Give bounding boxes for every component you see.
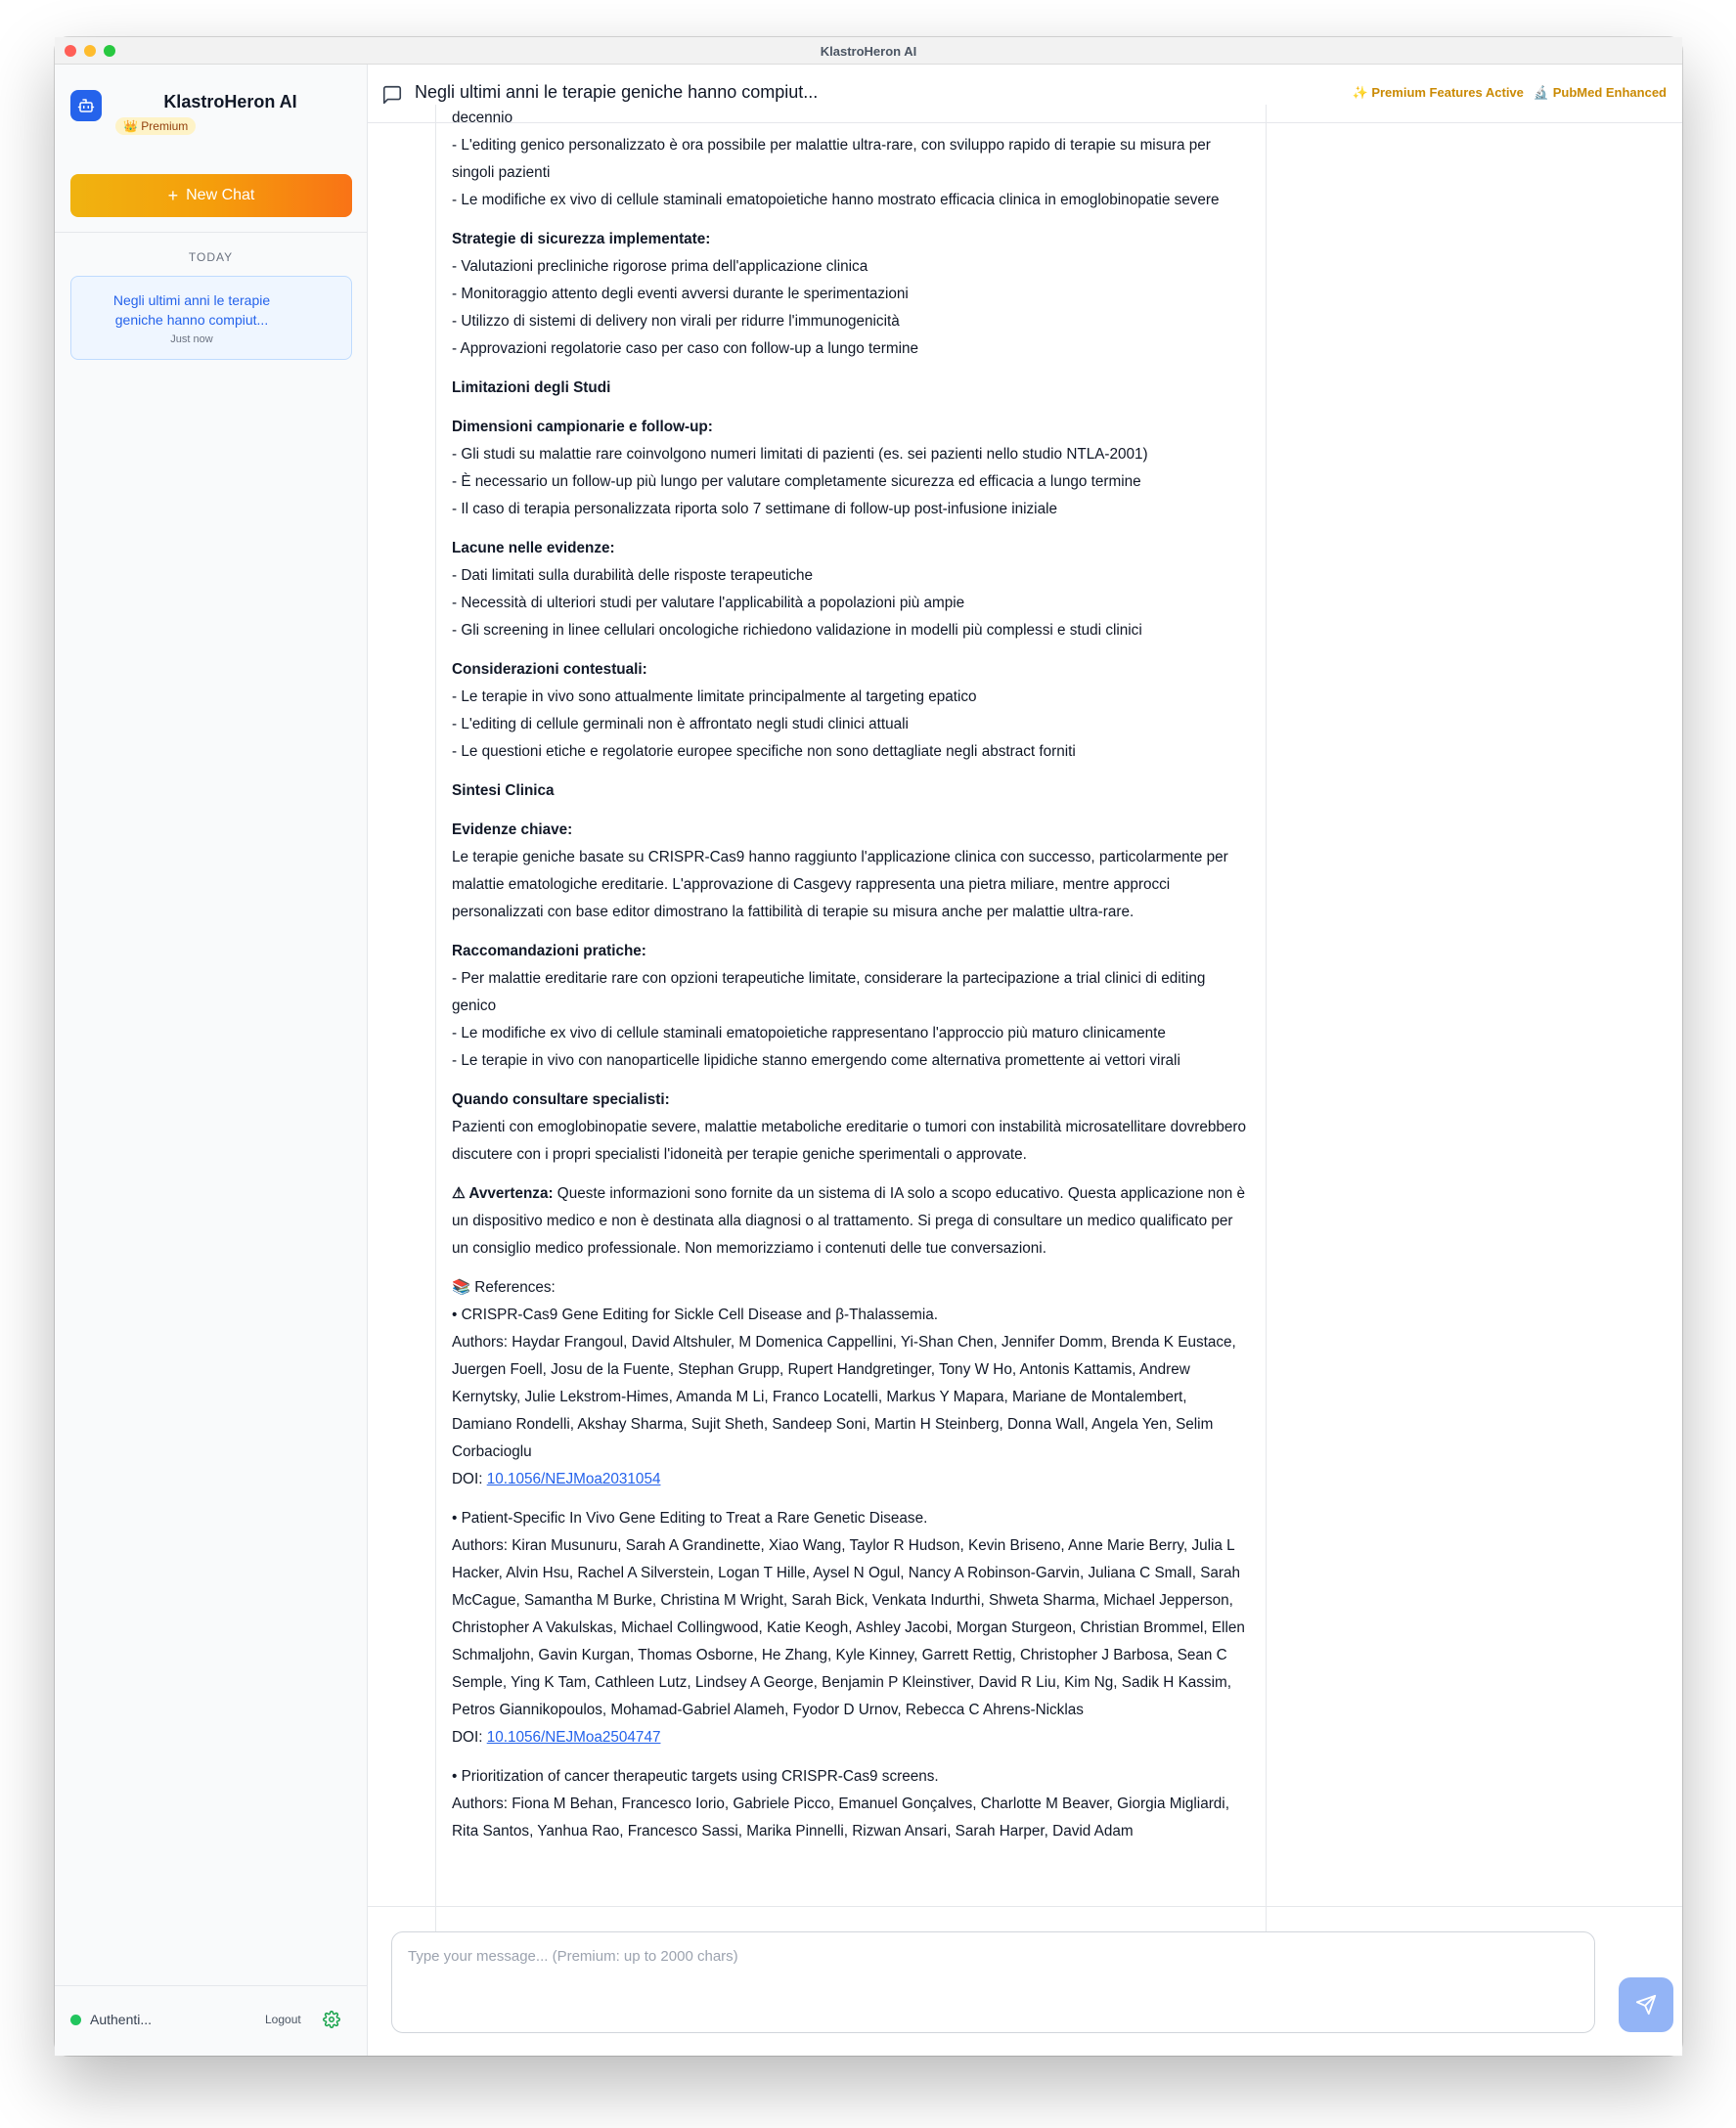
message-line: - Le modifiche ex vivo di cellule staminali ematopoietiche hanno mostrato efficacia clinica in emoglobinopatie severe — [452, 192, 1220, 208]
message-line: decennio — [452, 110, 513, 126]
assistant-message — [435, 105, 1267, 1963]
message-line: - Gli studi su malattie rare coinvolgono numeri limitati di pazienti (es. sei pazienti nello studio NTLA-2001) — [452, 446, 1148, 463]
sidebar-footer — [55, 1985, 367, 2056]
section-heading: Limitazioni degli Studi — [452, 379, 611, 396]
chat-title: Negli ultimi anni le terapie geniche hanno compiut... — [415, 82, 819, 102]
message-line: - Approvazioni regolatorie caso per caso con follow-up a lungo termine — [452, 340, 919, 357]
section-label-today: TODAY — [188, 250, 234, 264]
message-line: - Il caso di terapia personalizzata riporta solo 7 settimane di follow-up post-infusione iniziale — [452, 501, 1057, 517]
reference-title: • Patient-Specific In Vivo Gene Editing to Treat a Rare Genetic Disease. — [452, 1510, 928, 1527]
message-line: - Valutazioni precliniche rigorose prima dell'applicazione clinica — [452, 258, 868, 275]
references-heading: 📚 References: — [452, 1279, 556, 1296]
send-icon — [1635, 1994, 1657, 2016]
doi-link[interactable]: 10.1056/NEJMoa2504747 — [486, 1729, 661, 1746]
message-line: - Le modifiche ex vivo di cellule staminali ematopoietiche rappresentano l'approccio più maturo clinicamente — [452, 1025, 1166, 1042]
chat-bubble-icon — [381, 84, 403, 106]
section-subheading: Considerazioni contestuali: — [452, 661, 647, 678]
section-subheading: Raccomandazioni pratiche: — [452, 943, 646, 959]
pubmed-enhanced-badge: 🔬 PubMed Enhanced — [1533, 85, 1667, 100]
brand — [70, 90, 351, 149]
window-title: KlastroHeron AI — [820, 44, 917, 59]
message-list[interactable] — [368, 110, 1682, 1906]
premium-badge: 👑 Premium — [115, 117, 196, 135]
reference-title: • CRISPR-Cas9 Gene Editing for Sickle Cell Disease and β-Thalassemia. — [452, 1307, 939, 1323]
gear-icon[interactable] — [323, 2011, 340, 2028]
message-line: - Le terapie in vivo sono attualmente limitate principalmente al targeting epatico — [452, 688, 977, 705]
message-line: - Gli screening in linee cellulari oncologiche richiedono validazione in modelli più complessi e studi clinici — [452, 622, 1142, 639]
logout-button[interactable]: Logout — [265, 2013, 301, 2026]
conversation-time: Just now — [170, 333, 213, 345]
section-subheading: Quando consultare specialisti: — [452, 1091, 670, 1108]
message-paragraph: Le terapie geniche basate su CRISPR-Cas9 hanno raggiunto l'applicazione clinica con successo, particolarmente per malattie ematologiche ereditarie. L'approvazione di Casgevy rappresenta una pietra miliare, mentre approcci personalizzati con base editor dimostrano la fattibilità di terapie su misura anche per malattie ultra-rare. — [452, 849, 1228, 920]
reference-doi — [452, 1466, 1250, 1493]
composer — [368, 1906, 1682, 2056]
disclaimer-label: ⚠ Avvertenza: — [452, 1185, 554, 1202]
reference-authors: Authors: Haydar Frangoul, David Altshuler, M Domenica Cappellini, Yi-Shan Chen, Jennifer Domm, Brenda K Eustace, Juergen Foell, Josu de la Fuente, Stephan Grupp, Rupert Handgretinger, Tony W Ho, Antonis Kattamis, Andrew Kernytsky, Julie Lekstrom-Himes, Amanda M Li, Franco Locatelli, Markus Y Mapara, Mariane de Montalembert, Damiano Rondelli, Akshay Sharma, Sujit Sheth, Sandeep Soni, Martin H Steinberg, Donna Wall, Angela Yen, Selim Corbacioglu — [452, 1334, 1236, 1460]
message-paragraph: Pazienti con emoglobinopatie severe, malattie metaboliche ereditarie o tumori con instabilità microsatellitare dovrebbero discutere con i propri specialisti l'idoneità per terapie geniche sperimentali o approvate. — [452, 1119, 1247, 1163]
title-bar — [55, 37, 1682, 65]
section-subheading: Strategie di sicurezza implementate: — [452, 231, 711, 247]
message-line: - Le terapie in vivo con nanoparticelle lipidiche stanno emergendo come alternativa promettente ai vettori virali — [452, 1052, 1180, 1069]
sidebar — [55, 65, 368, 2056]
message-line: - L'editing genico personalizzato è ora possibile per malattie ultra-rare, con sviluppo rapido di terapie su misura per singoli pazienti — [452, 137, 1211, 181]
brand-name: KlastroHeron AI — [163, 92, 297, 111]
message-line: - È necessario un follow-up più lungo per valutare completamente sicurezza ed efficacia a lungo termine — [452, 473, 1141, 490]
conversation-item[interactable] — [70, 276, 352, 360]
new-chat-button[interactable] — [70, 174, 352, 217]
reference-authors: Authors: Fiona M Behan, Francesco Iorio, Gabriele Picco, Emanuel Gonçalves, Charlotte M Beaver, Giorgia Migliardi, Rita Santos, Yanhua Rao, Francesco Sassi, Marika Pinnelli, Rizwan Ansari, Sarah Harper, David Adam — [452, 1796, 1229, 1840]
message-line: - L'editing di cellule germinali non è affrontato negli studi clinici attuali — [452, 716, 909, 732]
section-heading: Sintesi Clinica — [452, 782, 555, 799]
section-subheading: Evidenze chiave: — [452, 821, 573, 838]
main-panel — [368, 65, 1682, 2056]
plus-icon: + — [167, 185, 179, 205]
doi-label: DOI: — [452, 1471, 487, 1487]
reference-doi — [452, 1724, 1250, 1751]
section-subheading: Lacune nelle evidenze: — [452, 540, 615, 556]
app-window — [55, 37, 1682, 2056]
reference-authors: Authors: Kiran Musunuru, Sarah A Grandinette, Xiao Wang, Taylor R Hudson, Kevin Briseno, Anne Marie Berry, Julia L Hacker, Alvin Hsu, Rachel A Silverstein, Logan T Hille, Aysel N Ogul, Nancy A Robinson-Garvin, Juliana C Small, Sarah McCague, Samantha M Burke, Christina M Wright, Sarah Bick, Venkata Indurthi, Shweta Sharma, Michael Jepperson, Christopher A Vakulskas, Michael Collingwood, Katie Keogh, Ashley Jacobi, Morgan Sturgeon, Christian Brommel, Ellen Schmaljohn, Gavin Kurgan, Thomas Osborne, He Zhang, Kyle Kinney, Garrett Rettig, Christopher J Barbosa, Sean C Semple, Ying K Tam, Cathleen Lutz, Lindsey A George, Benjamin P Kleinstiver, David R Liu, Kim Ng, Sadik H Kassim, Petros Giannikopoulos, Mohamad-Gabriel Alameh, Fyodor D Urnov, Rebecca C Ahrens-Nicklas — [452, 1537, 1245, 1718]
premium-features-badge: ✨ Premium Features Active — [1352, 85, 1524, 100]
message-line: - Utilizzo di sistemi di delivery non virali per ridurre l'immunogenicità — [452, 313, 900, 330]
section-subheading: Dimensioni campionarie e follow-up: — [452, 419, 713, 435]
disclaimer-text: Queste informazioni sono fornite da un sistema di IA solo a scopo educativo. Questa applicazione non è un dispositivo medico e non è destinata alla diagnosi o al trattamento. Si prega di consultare un medico qualificato per un consiglio medico professionale. Non memorizziamo i contenuti delle tue conversazioni. — [452, 1185, 1246, 1257]
disclaimer — [452, 1180, 1250, 1263]
reference-title: • Prioritization of cancer therapeutic targets using CRISPR-Cas9 screens. — [452, 1768, 939, 1785]
message-line: - Le questioni etiche e regolatorie europee specifiche non sono dettagliate negli abstract forniti — [452, 743, 1076, 760]
sidebar-divider — [55, 232, 367, 233]
status-indicator — [70, 2015, 81, 2025]
message-line: - Per malattie ereditarie rare con opzioni terapeutiche limitate, considerare la partecipazione a trial clinici di editing genico — [452, 970, 1206, 1014]
message-line: - Necessità di ulteriori studi per valutare l'applicabilità a popolazioni più ampie — [452, 595, 965, 611]
auth-status: Authenti... — [90, 2012, 153, 2027]
doi-label: DOI: — [452, 1729, 487, 1746]
message-line: - Dati limitati sulla durabilità delle risposte terapeutiche — [452, 567, 814, 584]
send-button[interactable] — [1619, 1977, 1673, 2032]
doi-link[interactable]: 10.1056/NEJMoa2031054 — [486, 1471, 661, 1487]
header-badges — [1353, 85, 1667, 101]
new-chat-label: New Chat — [186, 187, 255, 203]
bot-icon — [70, 90, 102, 121]
message-input[interactable] — [391, 1931, 1595, 2033]
conversation-title: Negli ultimi anni le terapie geniche hanno compiut... — [112, 292, 271, 328]
message-line: - Monitoraggio attento degli eventi avversi durante le sperimentazioni — [452, 286, 909, 302]
